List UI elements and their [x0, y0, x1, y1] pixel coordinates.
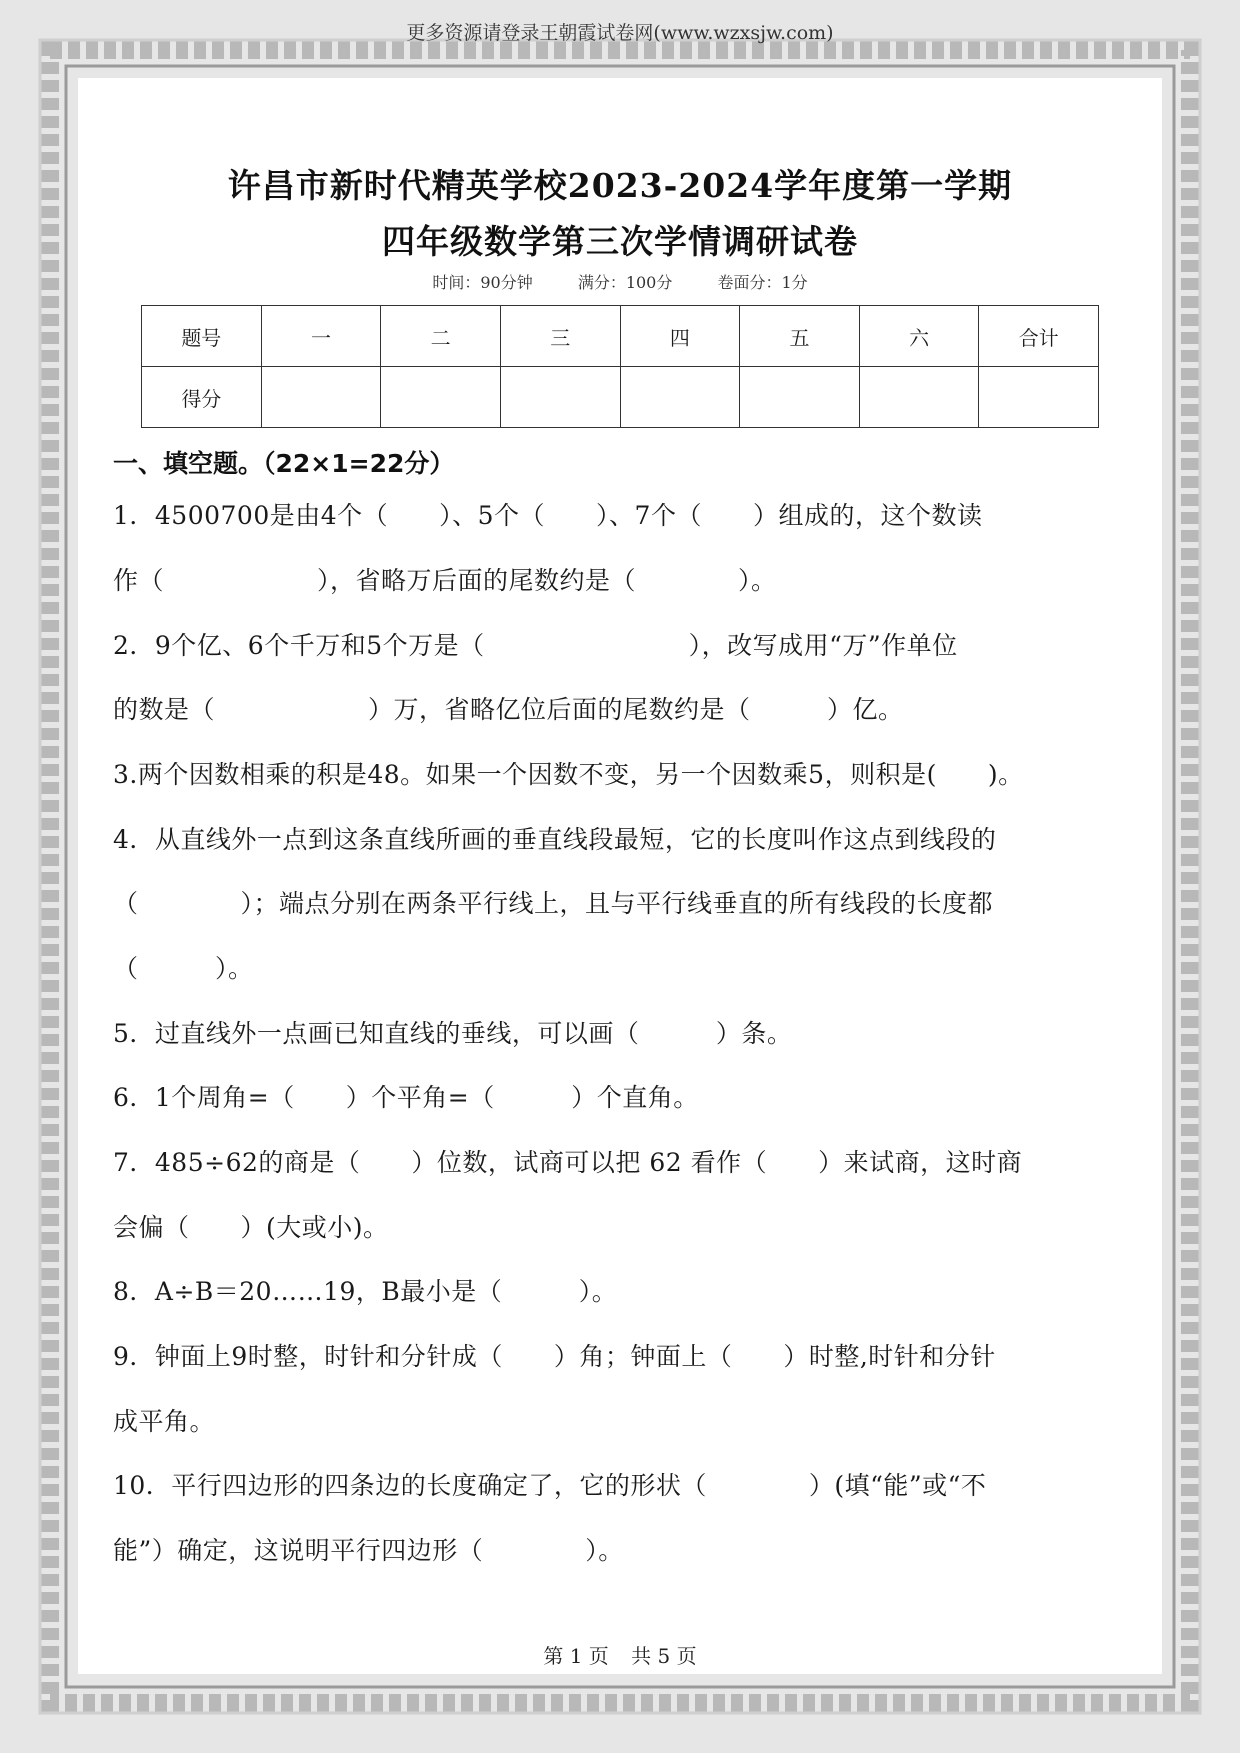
- score-cell: [620, 367, 740, 428]
- question-line: 3.两个因数相乘的积是48。如果一个因数不变，另一个因数乘5，则积是( )。: [113, 760, 1024, 789]
- exam-title-line1: 许昌市新时代精英学校2023-2024学年度第一学期: [227, 166, 1013, 205]
- score-cell: [500, 367, 620, 428]
- score-row-label: 得分: [142, 367, 262, 428]
- score-cell: [261, 367, 381, 428]
- exam-meta: [0, 270, 1240, 293]
- question-line: 作（ ），省略万后面的尾数约是（ ）。: [113, 566, 777, 595]
- score-table: [141, 305, 1099, 428]
- exam-full-score: 满分：100分: [577, 273, 673, 292]
- score-cell: [979, 367, 1099, 428]
- score-table-score-row: [142, 367, 1099, 428]
- page-number: 第 1 页: [543, 1644, 609, 1668]
- score-header-cell: 六: [859, 306, 979, 367]
- exam-neatness-score: 卷面分：1分: [717, 273, 808, 292]
- score-header-cell: 合计: [979, 306, 1099, 367]
- score-cell: [740, 367, 860, 428]
- score-header-cell: 一: [261, 306, 381, 367]
- score-header-cell: 五: [740, 306, 860, 367]
- question-line: 2．9个亿、6个千万和5个万是（ ），改写成用“万”作单位: [113, 631, 958, 660]
- score-header-cell: 三: [500, 306, 620, 367]
- score-cell: [859, 367, 979, 428]
- page-footer: [0, 1640, 1240, 1669]
- question-line: 10．平行四边形的四条边的长度确定了，它的形状（ ）(填“能”或“不: [113, 1471, 987, 1500]
- question-line: 8．A÷B＝20……19，B最小是（ ）。: [113, 1277, 618, 1306]
- question-line: 4．从直线外一点到这条直线所画的垂直线段最短，它的长度叫作这点到线段的: [113, 825, 997, 854]
- section-title-fill-in: 一、填空题。（22×1=22分）: [113, 449, 455, 478]
- exam-title-line2: 四年级数学第三次学情调研试卷: [382, 222, 858, 261]
- score-header-cell: 四: [620, 306, 740, 367]
- page-total: 共 5 页: [631, 1644, 697, 1668]
- question-line: 7．485÷62的商是（ ）位数，试商可以把 62 看作（ ）来试商，这时商: [113, 1148, 1023, 1177]
- question-line: 成平角。: [113, 1407, 216, 1436]
- question-line: （ ）。: [113, 954, 254, 983]
- watermark-text: 更多资源请登录王朝霞试卷网(www.wzxsjw.com): [406, 22, 834, 44]
- question-line: （ ）；端点分别在两条平行线上，且与平行线垂直的所有线段的长度都: [113, 889, 994, 918]
- question-line: 9．钟面上9时整，时针和分针成（ ）角；钟面上（ ）时整,时针和分针: [113, 1342, 996, 1371]
- score-table-header-row: [142, 306, 1099, 367]
- question-line: 5．过直线外一点画已知直线的垂线，可以画（ ）条。: [113, 1019, 793, 1048]
- score-header-cell: 题号: [142, 306, 262, 367]
- question-line: 会偏（ ）(大或小)。: [113, 1213, 389, 1242]
- question-line: 1．4500700是由4个（ ）、5个（ ）、7个（ ）组成的，这个数读: [113, 501, 983, 530]
- question-line: 的数是（ ）万，省略亿位后面的尾数约是（ ）亿。: [113, 695, 904, 724]
- score-cell: [381, 367, 501, 428]
- score-header-cell: 二: [381, 306, 501, 367]
- exam-time: 时间：90分钟: [432, 273, 533, 292]
- question-line: 6．1个周角=（ ）个平角=（ ）个直角。: [113, 1083, 699, 1112]
- question-line: 能”）确定，这说明平行四边形（ ）。: [113, 1536, 624, 1565]
